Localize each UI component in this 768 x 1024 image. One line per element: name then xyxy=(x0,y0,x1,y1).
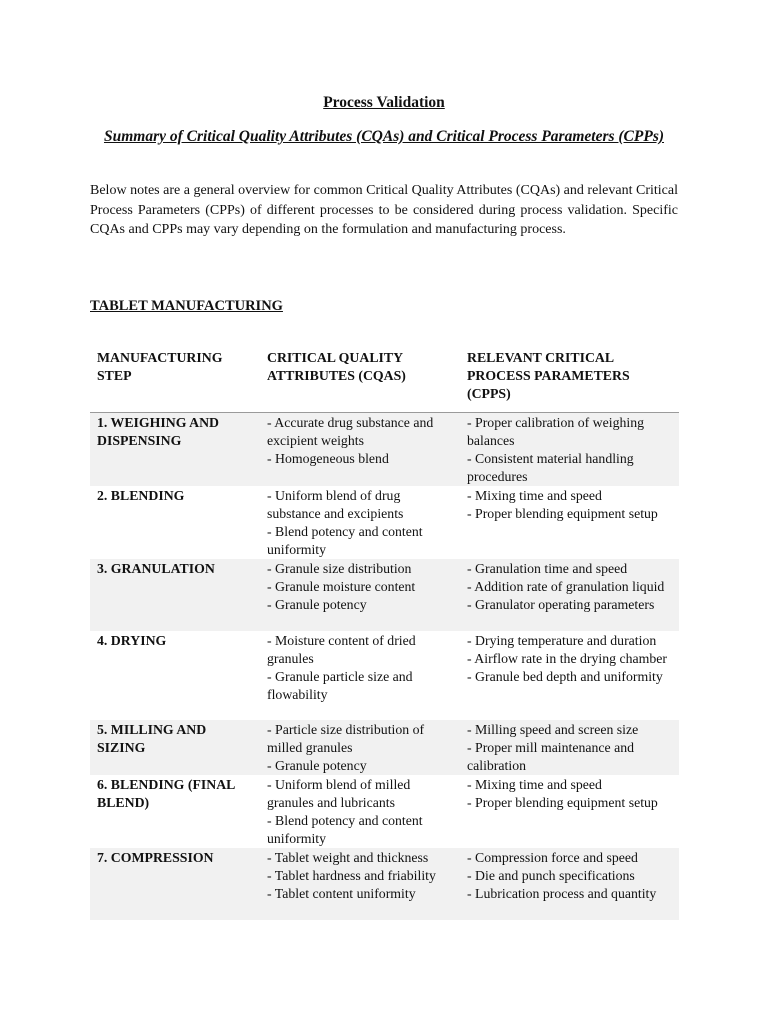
cpp-cell xyxy=(460,631,679,720)
step-label: 3. GRANULATION xyxy=(97,561,215,576)
table-body xyxy=(90,413,679,921)
step-cell xyxy=(90,720,260,775)
cpp-item: - Milling speed and screen size xyxy=(467,722,639,737)
cpp-item: - Granulator operating parameters xyxy=(467,597,655,612)
cpp-cell xyxy=(460,486,679,559)
table-row xyxy=(90,413,679,487)
step-cell xyxy=(90,775,260,848)
step-label: 1. WEIGHING AND DISPENSING xyxy=(97,415,220,448)
cpp-item: - Mixing time and speed xyxy=(467,777,602,792)
cqa-item: - Tablet content uniformity xyxy=(267,886,416,901)
cqa-cell xyxy=(260,631,460,720)
cpp-item: - Airflow rate in the drying chamber xyxy=(467,651,667,666)
cqa-item: - Uniform blend of drug substance and excipients xyxy=(267,488,404,521)
cpp-item: - Mixing time and speed xyxy=(467,488,602,503)
table-row xyxy=(90,848,679,920)
header-cqa: CRITICAL QUALITY ATTRIBUTES (CQAS) xyxy=(260,342,460,413)
cpp-cell xyxy=(460,559,679,631)
cpp-item: - Proper calibration of weighing balances xyxy=(467,415,645,448)
table-row xyxy=(90,720,679,775)
cqa-item: - Accurate drug substance and excipient weights xyxy=(267,415,434,448)
cpp-item: - Proper mill maintenance and calibration xyxy=(467,740,635,773)
cqa-cell xyxy=(260,848,460,920)
table-row xyxy=(90,775,679,848)
document-subtitle: Summary of Critical Quality Attributes (CQAs) and Critical Process Parameters (CPPs) xyxy=(103,128,665,145)
cqa-item: - Granule potency xyxy=(267,597,367,612)
header-step: MANUFACTURING STEP xyxy=(90,342,260,413)
cqa-item: - Particle size distribution of milled granules xyxy=(267,722,425,755)
cqa-item: - Granule size distribution xyxy=(267,561,412,576)
step-label: 4. DRYING xyxy=(97,633,167,648)
cqa-item: - Blend potency and content uniformity xyxy=(267,813,423,846)
table-row xyxy=(90,631,679,720)
cqa-item: - Granule moisture content xyxy=(267,579,416,594)
cpp-item: - Die and punch specifications xyxy=(467,868,635,883)
cqa-cell xyxy=(260,720,460,775)
cqa-cell xyxy=(260,413,460,487)
step-label: 6. BLENDING (FINAL BLEND) xyxy=(97,777,235,810)
cpp-item: - Proper blending equipment setup xyxy=(467,795,658,810)
cpp-cell xyxy=(460,413,679,487)
step-cell xyxy=(90,486,260,559)
cqa-item: - Blend potency and content uniformity xyxy=(267,524,423,557)
cpp-item: - Consistent material handling procedures xyxy=(467,451,634,484)
table-row xyxy=(90,486,679,559)
cqa-item: - Tablet hardness and friability xyxy=(267,868,436,883)
cpp-item: - Proper blending equipment setup xyxy=(467,506,658,521)
cpp-cell xyxy=(460,720,679,775)
step-cell xyxy=(90,413,260,487)
cqa-cell xyxy=(260,775,460,848)
cqa-item: - Granule particle size and flowability xyxy=(267,669,413,702)
cpp-item: - Addition rate of granulation liquid xyxy=(467,579,665,594)
cpp-cell xyxy=(460,848,679,920)
cqa-item: - Tablet weight and thickness xyxy=(267,850,429,865)
step-label: 2. BLENDING xyxy=(97,488,185,503)
header-cpp: RELEVANT CRITICAL PROCESS PARAMETERS (CPPS) xyxy=(460,342,679,413)
cqa-item: - Homogeneous blend xyxy=(267,451,389,466)
cqa-item: - Moisture content of dried granules xyxy=(267,633,416,666)
section-heading: TABLET MANUFACTURING xyxy=(90,298,283,314)
cqa-cell xyxy=(260,559,460,631)
step-cell xyxy=(90,631,260,720)
cqa-item: - Granule potency xyxy=(267,758,367,773)
cpp-item: - Compression force and speed xyxy=(467,850,638,865)
cpp-item: - Drying temperature and duration xyxy=(467,633,657,648)
step-cell xyxy=(90,559,260,631)
step-label: 5. MILLING AND SIZING xyxy=(97,722,207,755)
table-header-row xyxy=(90,342,679,413)
cpp-item: - Lubrication process and quantity xyxy=(467,886,657,901)
step-cell xyxy=(90,848,260,920)
document-title: Process Validation xyxy=(323,94,445,111)
table-row xyxy=(90,559,679,631)
cqa-cpp-table xyxy=(90,342,679,920)
intro-paragraph: Below notes are a general overview for common Critical Quality Attributes (CQAs) and relevant Critical Process Parameters (CPPs) of different processes to be considered during process validation. Specific CQAs and CPPs may vary depending on the formulation and manufacturing process. xyxy=(90,183,678,237)
cpp-item: - Granule bed depth and uniformity xyxy=(467,669,663,684)
step-label: 7. COMPRESSION xyxy=(97,850,214,865)
cpp-item: - Granulation time and speed xyxy=(467,561,628,576)
cqa-item: - Uniform blend of milled granules and lubricants xyxy=(267,777,411,810)
cqa-cell xyxy=(260,486,460,559)
cpp-cell xyxy=(460,775,679,848)
